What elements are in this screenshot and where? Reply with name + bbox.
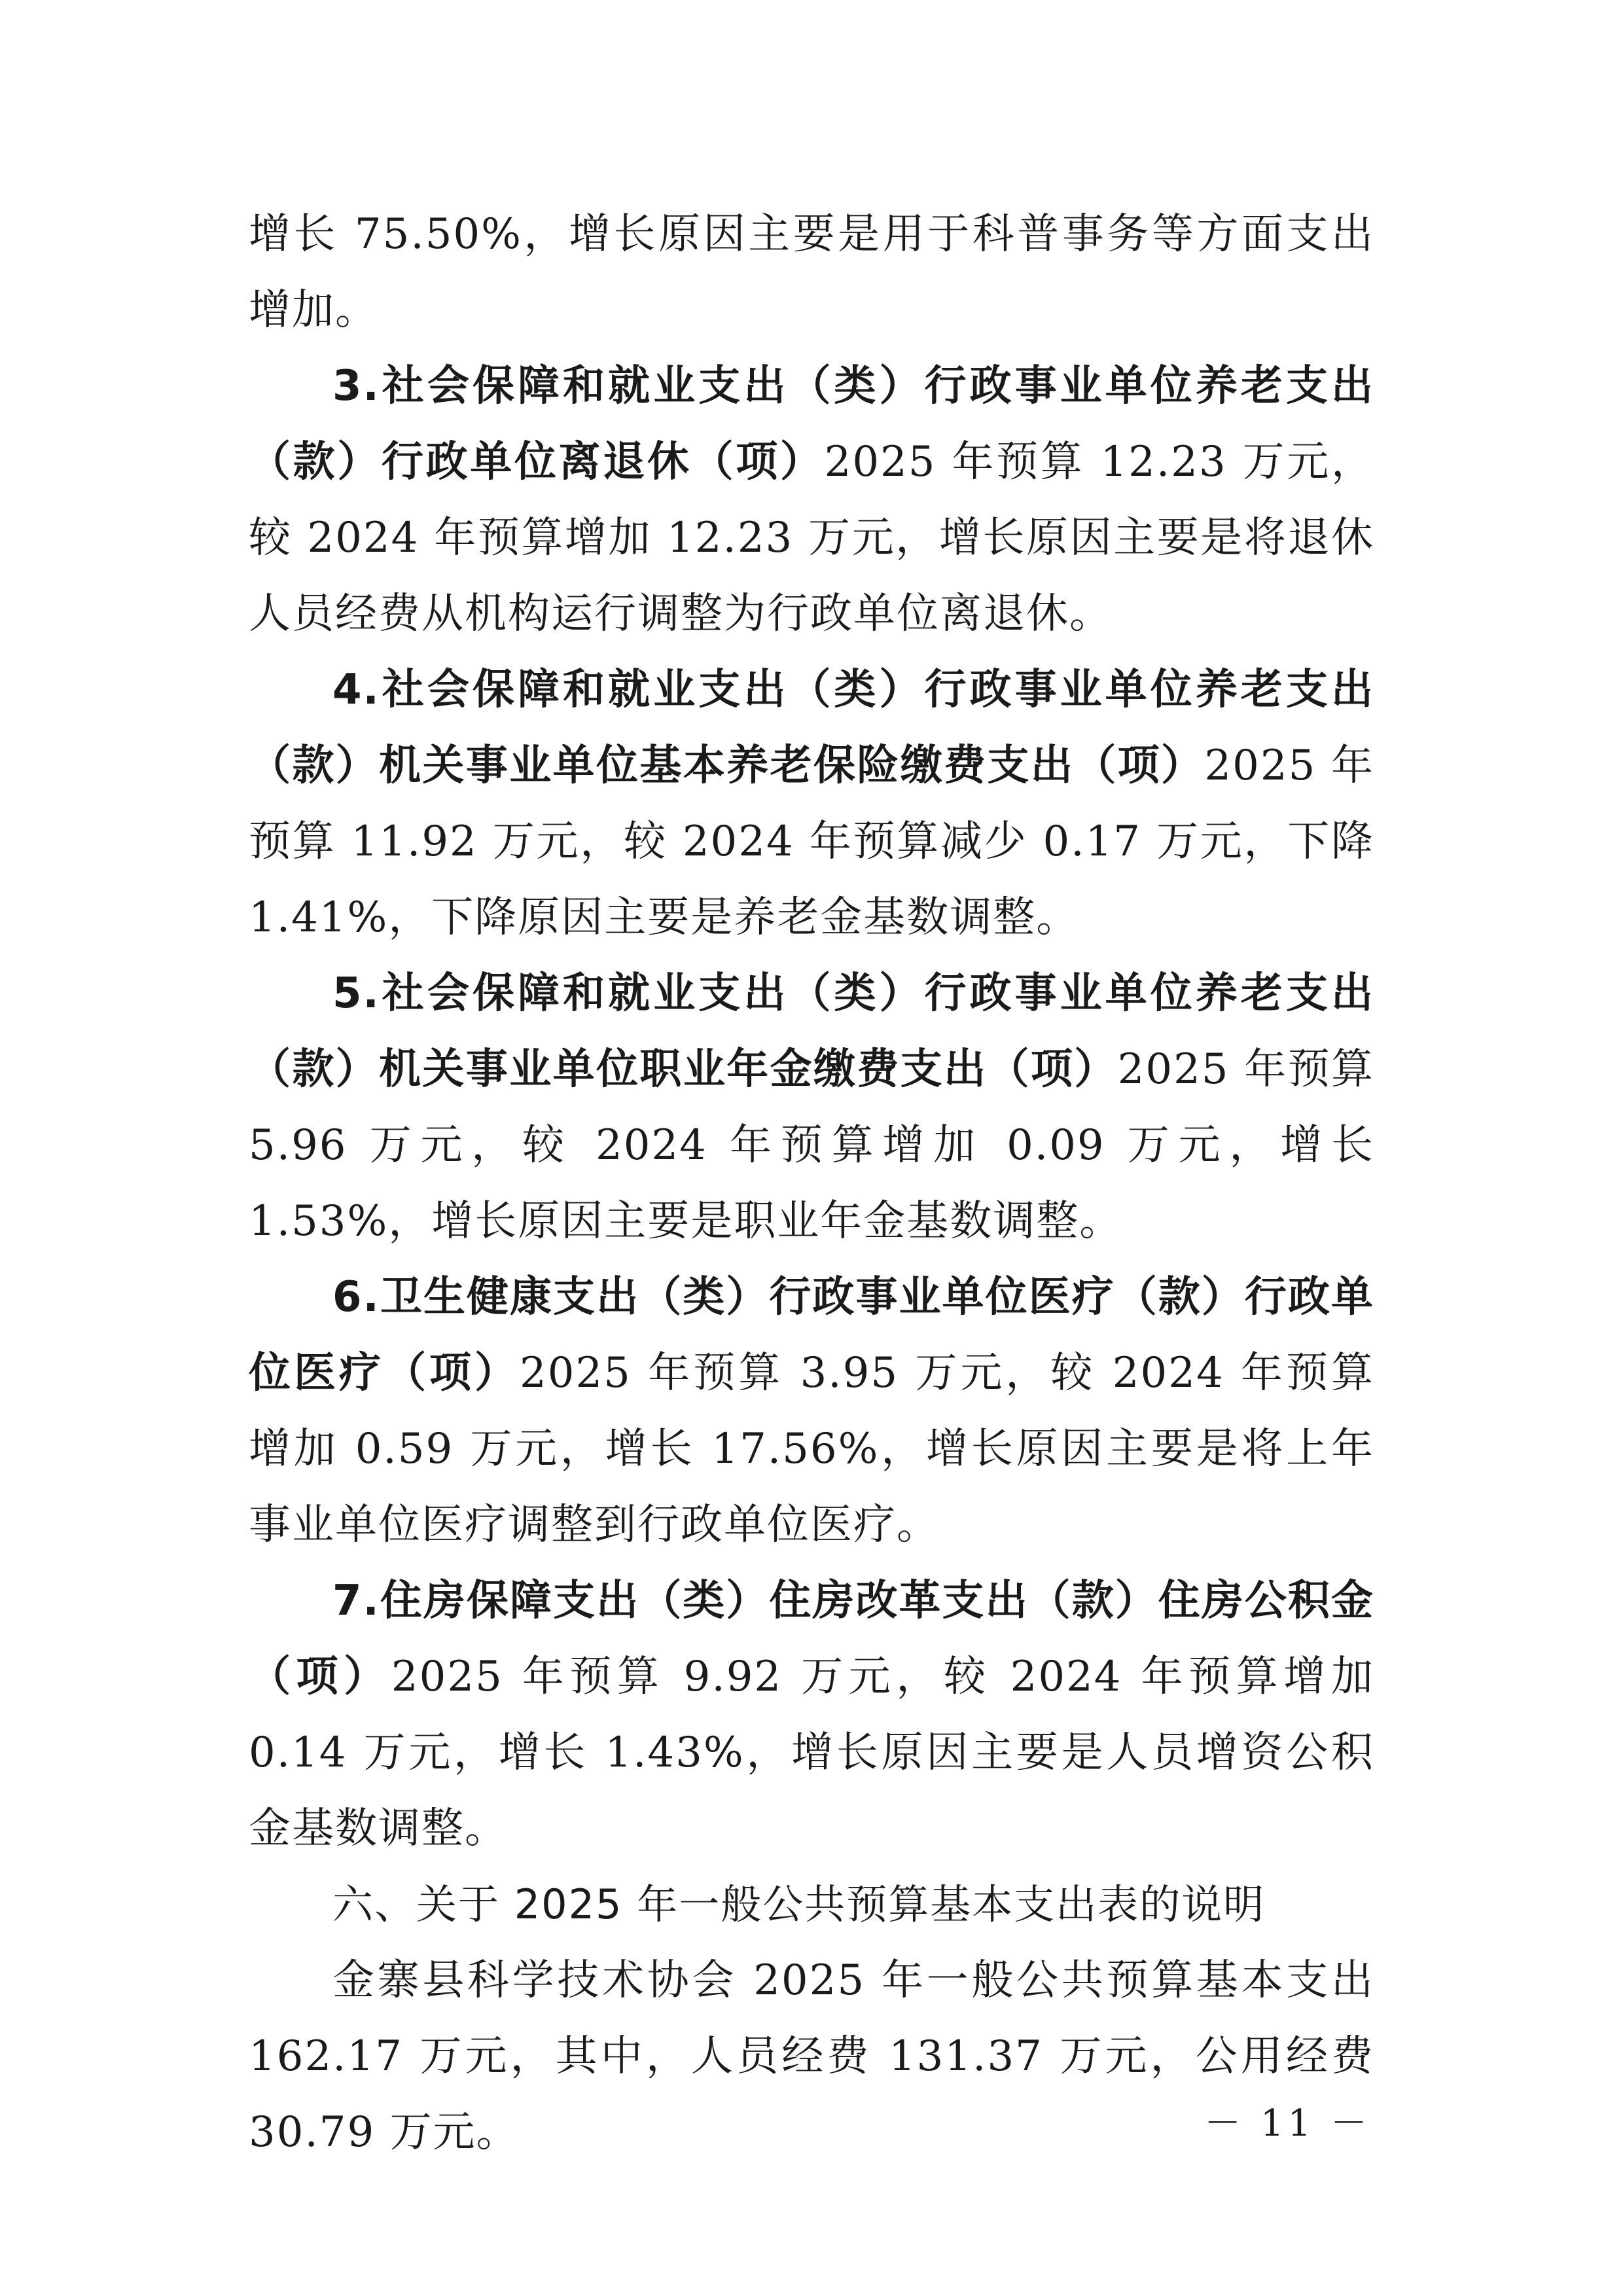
item-5-body: 2025 年预算 5.96 万元，较 2024 年预算增加 0.09 万元，增长 1.53%，增长原因主要是职业年金基数调整。	[249, 1045, 1375, 1246]
paragraph-continuation	[249, 196, 1374, 348]
item-7-heading: 7.住房保障支出（类）住房改革支出（款）住房公积金（项）	[249, 1577, 1374, 1701]
document-body	[249, 196, 1374, 2170]
paragraph-body: 增长 75.50%，增长原因主要是用于科普事务等方面支出增加。	[249, 210, 1374, 334]
item-3-body: 2025 年预算 12.23 万元，较 2024 年预算增加 12.23 万元，增长原因主要是将退休人员经费从机构运行调整为行政单位离退休。	[249, 438, 1375, 638]
paragraph-item-7	[249, 1563, 1374, 1867]
item-3-heading: 3.社会保障和就业支出（类）行政事业单位养老支出（款）行政单位离退休（项）	[249, 362, 1374, 486]
item-6-body: 2025 年预算 3.95 万元，较 2024 年预算增加 0.59 万元，增长 17.56%，增长原因主要是将上年事业单位医疗调整到行政单位医疗。	[249, 1349, 1375, 1549]
item-4-body: 2025 年预算 11.92 万元，较 2024 年预算减少 0.17 万元，下降 1.41%，下降原因主要是养老金基数调整。	[249, 742, 1375, 942]
section-six-title: 六、关于 2025 年一般公共预算基本支出表的说明	[332, 1880, 1266, 1928]
item-6-heading: 6.卫生健康支出（类）行政事业单位医疗（款）行政单位医疗（项）	[249, 1273, 1374, 1397]
item-4-heading: 4.社会保障和就业支出（类）行政事业单位养老支出（款）机关事业单位基本养老保险缴费支出（项）	[249, 666, 1374, 790]
paragraph-item-6	[249, 1259, 1374, 1563]
item-7-body: 2025 年预算 9.92 万元，较 2024 年预算增加 0.14 万元，增长 1.43%，增长原因主要是人员增资公积金基数调整。	[249, 1653, 1375, 1853]
paragraph-item-4	[249, 652, 1374, 956]
paragraph-item-3	[249, 348, 1374, 652]
item-5-heading: 5.社会保障和就业支出（类）行政事业单位养老支出（款）机关事业单位职业年金缴费支出（项）	[249, 969, 1374, 1094]
page-number: － 11 －	[1204, 2102, 1371, 2145]
paragraph-item-5	[249, 956, 1374, 1259]
section-six-body: 金寨县科学技术协会 2025 年一般公共预算基本支出 162.17 万元，其中，人员经费 131.37 万元，公用经费 30.79 万元。	[249, 1956, 1374, 2157]
